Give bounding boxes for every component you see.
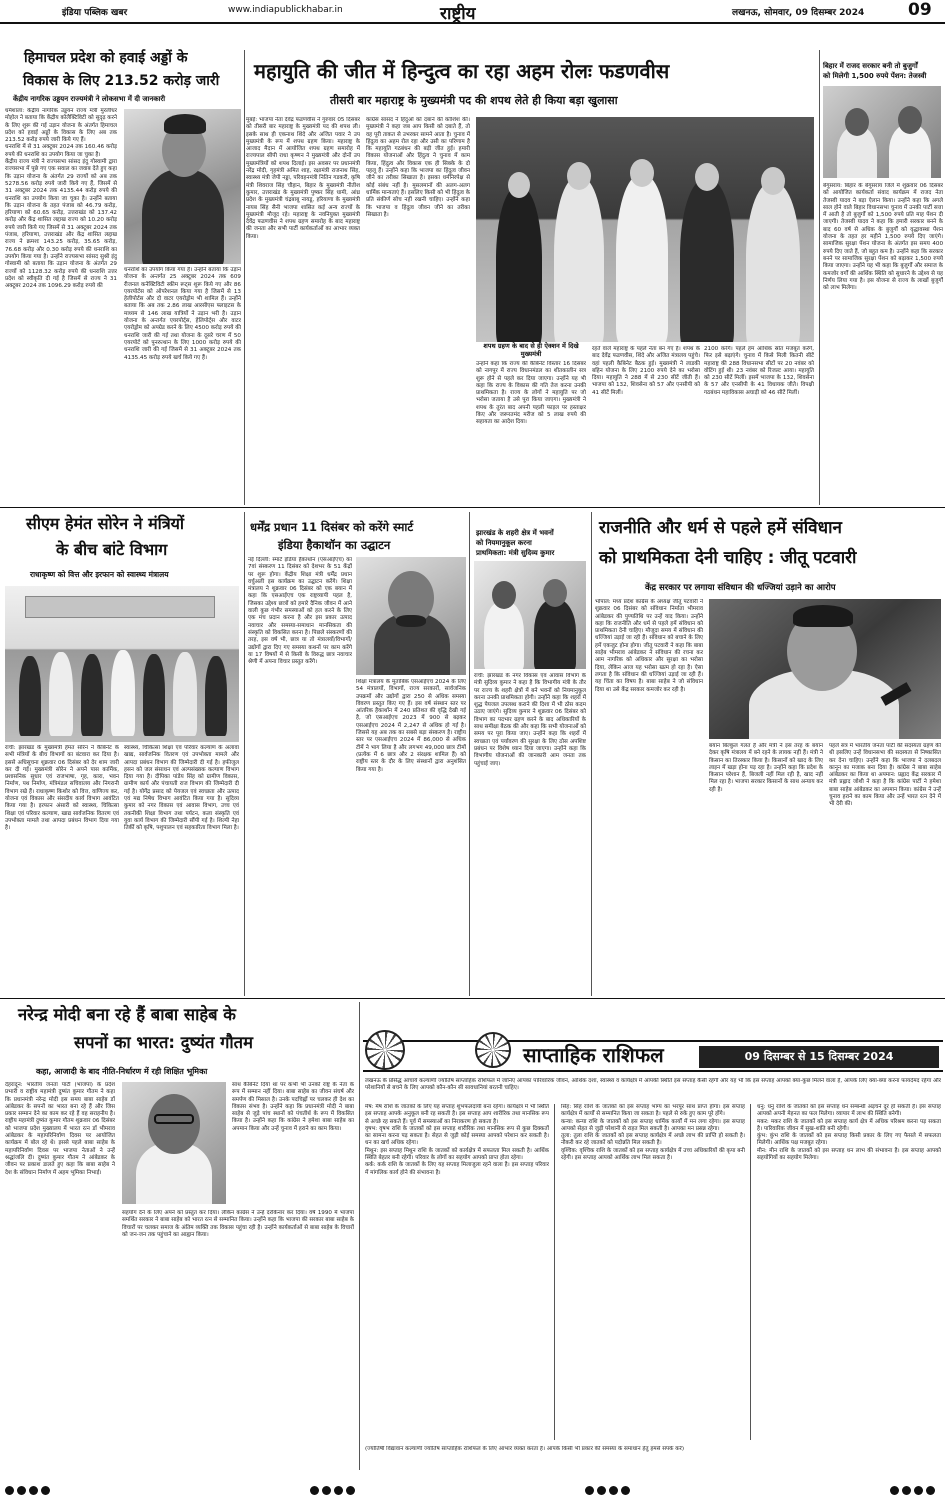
hemant-headline-2: के बीच बांटे विभाग — [56, 540, 168, 559]
bihar-headline-1: बिहार में राजद सरकार बनी तो बुजुर्गों — [823, 62, 918, 70]
rashifal-banner — [363, 1040, 943, 1072]
mahayuti-body-col2: कांग्रेस सांसद ने हिंदुओं को दबाने की कोशिश की। मुख्यमंत्री ने कहा जब आप किसी को दबाते हैं, तो वह पूरी ताकत से उभरकर सामने आता है। चुनाव में हिंदुत्व का अहम रोल रहा और उसी का परिणाम है कि महायुति गठबंधन की बड़ी जीत हुई। हमारी विकास योजनाओं और हिंदुत्व ने चुनाव में काम किया, हिंदुत्व और विकास एक ही सिक्के के दो पहलू हैं। उन्होंने कहा कि भाजपा का हिंदुत्व जीवन जीने का तरीका सिखाता है। इसका धर्मनिरपेक्ष से कोई संबंध नहीं है। मुसलमानों की अलग-अलग धार्मिक मान्यताएं हैं। इसलिए किसी को भी हिंदुत्व के प्रति संकीर्ण सोच नहीं रखनी चाहिए। उन्होंने कहा कि भाजपा व हिंदुत्व जीवन जीने का तरीका सिखाता है। — [366, 117, 470, 218]
mahayuti-headline: महायुति की जीत में हिन्दुत्व का रहा अहम रोलः फडणवीस — [254, 59, 670, 83]
rashifal-footer: (ज्योतिषी विद्यावान कल्याणी ज्योतिष साप्ताहिक राशिफल के लिए आभार व्यक्त करता है। आपके किसी भी प्रकार की समस्या के समाधान हेतु हमसे संपर्क करें) — [365, 1446, 685, 1452]
modi-body-col3: सहयोग देने के लिए अपने को प्रस्तुत कर दिया। लेकिन कांग्रेस ने उन्हें दरकिनार कर दिया। वर्ष 1990 में भाजपा समर्थित सरकार ने बाबा साहेब को भारत रत्न से सम्मानित किया। उन्होंने कहा कि भाजपा की सरकार बाबा साहेब के विचारों पर चलकर समाज के अंतिम व्यक्ति तक विकास पहुंचा रही है। उन्होंने कार्यकर्ताओं से बाबा साहेब के विचारों को जन-जन तक पहुंचाने का आह्वान किया। — [122, 1210, 354, 1238]
section-title: राष्ट्रीय — [440, 4, 476, 24]
mahayuti-body-col5: 2100 करेंगे। पहले हम आर्थिक स्रोत मजबूत करेंगे, फिर इसे बढ़ाएंगे। चुनाव में किसे मिली कितनी सीटें महाराष्ट्र की 288 विधानसभा सीटों पर 20 नवंबर को वोटिंग हुई थी। 23 नवंबर को रिजल्ट आया। महायुति को 230 सीटें मिलीं। इसमें भाजपा के 132, शिवसेना के 57 और एनसीपी के 41 विधायक जीते। विपक्षी गठबंधन महाविकास अघाड़ी को 46 सीटें मिलीं। — [704, 346, 814, 396]
rashifal-intro: लखनऊ के प्रसिद्ध आचार्य कल्याणी ज्योतिष साप्ताहिक राशिफल में जानिए आपका पारिवारिक जीवन, आर्थिक दशा, स्वास्थ्य व कार्यक्षेत्र में आपकी स्थिति इस सप्ताह कैसी रहेगी और यह भी कि इस सप्ताह आपको क्या-कुछ मिलने वाला है, आपके लिए क्या-क्या करना फायदेमंद रहेगा और परेशानियों से बचने के लिए आपको कौन-कौन सी सावधानियां बरतनी चाहिए। — [365, 1078, 941, 1092]
himachal-subhead: केंद्रीय नागरिक उड्डयन राज्यमंत्री ने लोकसभा में दी जानकारी — [13, 95, 166, 103]
dharmendra-headline-2: इंडिया हैकाथॉन का उद्घाटन — [278, 538, 391, 552]
dharmendra-photo — [356, 557, 466, 675]
himachal-body-col1: धर्मशाला: केंद्रीय नागरिक उड्डयन राज्य मंत्री मुरलीधर मोहोल ने बताया कि केंद्रीय कोलैक्टिविटी को सुदृढ़ करने के लिए शुरू की गई उड़ान योजना के अंतर्गत हिमाचल प्रदेश को हवाई अड्डों के विकास के लिए अब तक 213.52 करोड़ रुपये जारी किये गए हैं। धनराशि में से 31 अक्टूबर 2024 तक 160.46 करोड़ रुपये की धनराशि का उपयोग किया जा चुका है। केंद्रीय राज्य मंत्री ने राज्यसभा सांसद इंदु गोस्वामी द्वारा राज्यसभा में पूछे गए एक सवाल का जवाब देते हुए कहा कि उड़ान योजना के अंतर्गत 29 राज्यों को अब तक 5278.56 करोड़ रुपये जारी किये गए हैं, जिसमें से 31 अक्टूबर 2024 तक 4135.44 करोड़ रुपये की धनराशि का उपयोग किया जा चुका है। उन्होंने बताया कि उड़ान योजना के तहत पंजाब को 46.79 करोड़, हरियाणा को 60.65 करोड़, उत्तराखंड को 137.42 करोड़ और केंद्र शासित लद्दाख राज्य को 10.20 करोड़ रुपये जारी किये गए जिसमें से 31 अक्टूबर 2024 तक पंजाब, हरियाणा, उत्तराखंड और केंद्र शासित लद्दाख राज्य ने क्रमशः 143.25 करोड़, 35.65 करोड़, 76.68 करोड़ और 0.30 करोड़ रुपये की धनराशि का उपयोग किया गया है। उन्होंने राज्यसभा सांसद सुश्री इंदु गोस्वामी को बताया कि उड़ान योजना के अंतर्गत 29 राज्यों को 1128.32 करोड़ रुपये की धनराशि उत्तर प्रदेश को स्वीकृति दी गई है जिसमें से राज्य ने 31 अक्टूबर 2024 तक 1096.29 करोड़ रुपये की — [5, 108, 117, 290]
urban-headline-2: को नियमानुकूल करना — [476, 539, 532, 547]
urban-headline-3: प्राथमिकता: मंत्री सुदिव्य कुमार — [476, 549, 555, 557]
patwari-body-col1: भोपाल: मध्य प्रदेश कांग्रेस के अध्यक्ष जीतू पटवारी ने शुक्रवार 06 दिसंबर को संविधान निर्माता भीमराव आंबेडकर की पुण्यतिथि पर उन्हें याद किया। उन्होंने कहा कि राजनीति और धर्म से पहले हमें संविधान को प्राथमिकता देनी चाहिए। मौजूदा समय में संविधान की धज्जियां उड़ाई जा रही हैं। संविधान को बचाने के लिए हमें एकजुट होना होगा। जीतू पटवारी ने कहा कि बाबा साहेब भीमराव आंबेडकर ने संविधान की रचना कर आम नागरिक को अधिकार और सुरक्षा का भरोसा दिया, लेकिन आज यह भरोसा खत्म हो रहा है। ऐसा लगता है कि संविधान की धज्जियां उड़ाई जा रही हैं। यह चिंता का विषय है। बाबा साहेब ने जो संविधान दिया था उसे केंद्र सरकार कमजोर कर रही है। — [595, 599, 703, 693]
patwari-headline-2: को प्राथमिकता देनी चाहिए : जीतू पटवारी — [599, 548, 857, 568]
swearing-in-caption: शपथ ग्रहण के बाद से ही ऐक्शन में दिखे मुख्यमंत्री — [476, 342, 586, 358]
footer-dots-right — [890, 1480, 938, 1499]
patwari-story — [593, 509, 945, 997]
hemant-subhead: राधाकृष्ण को वित्त और इरफान को स्वास्थ्य मंत्रालय — [30, 570, 169, 579]
zodiac-wheel-icon — [365, 1030, 405, 1070]
hemant-body-col1: रांची: झारखंड के मुख्यमंत्री हेमंत सोरेन ने कैबिनेट के सभी मंत्रियों के बीच विभागों का बंटवारा कर दिया है। इससे अधिसूचना शुक्रवार 06 दिसंबर को देर शाम जारी कर दी गई। मुख्यमंत्री सोरेन ने अपने पास कार्मिक, प्रशासनिक सुधार एवं राजभाषा, गृह, कारा, भवन निर्माण, पथ निर्माण, मंत्रिमंडल सचिवालय और निगरानी विभाग रखे हैं। राधाकृष्ण किशोर को वित्त, वाणिज्य कर, योजना एवं विकास और संसदीय कार्य विभाग आवंटित किया गया है। इरफान अंसारी को स्वास्थ्य, चिकित्सा शिक्षा एवं परिवार कल्याण, खाद्य सार्वजनिक वितरण एवं उपभोक्ता मामले तथा आपदा प्रबंधन विभाग दिया गया है। — [5, 745, 119, 832]
modi-body-col2: साथ कैबिनेट दिया था पर कभी भी उनको राष्ट्र के नेता के रूप में सम्मान नहीं दिया। बाबा साहेब का जीवन संघर्ष और समर्पण की मिसाल है। उनके पदचिह्नों पर चलकर ही देश का विकास संभव है। उन्होंने कहा कि प्रधानमंत्री मोदी ने बाबा साहेब से जुड़े पांच स्थानों को पंचतीर्थ के रूप में विकसित किया है। उन्होंने कहा कि कांग्रेस ने हमेशा बाबा साहेब का अपमान किया और उन्हें चुनाव में हराने का काम किया। — [232, 1082, 354, 1132]
hemant-headline-1: सीएम हेमंत सोरेन ने मंत्रियों — [26, 514, 185, 533]
dharmendra-body-col2: शिक्षा मंत्रालय के मुताबिक एसआईएच 2024 के लिए 54 मंत्रालयों, विभागों, राज्य सरकारों, सार्वजनिक उपक्रमों और उद्योगों द्वारा 250 से अधिक समस्या विवरण प्रस्तुत किए गए हैं। इस वर्ष संस्थान स्तर पर आंतरिक हैकाथॉन में 240 प्रतिशत की वृद्धि देखी गई है, जो एसआईएच 2023 में 900 से बढ़कर एसआईएच 2024 में 2,247 से अधिक हो गई है। जिससे यह अब तक का सबसे बड़ा संस्करण है। राष्ट्रीय स्तर पर एसआईएच 2024 में 86,000 से अधिक टीमें ने भाग लिया है और लगभग 49,000 छात्र टीमों (प्रत्येक में 6 छात्र और 2 संरक्षक शामिल हैं) को राष्ट्रीय स्तर के दौर के लिए संस्थानों द्वारा अनुशंसित किया गया है। — [356, 679, 466, 773]
rashifal-col1: मेष: मेष राशि के जातकों के लिए यह सप्ताह शुभफलदायी बना रहेगा। कार्यक्षेत्र में भी स्थिति इस सप्ताह आपके अनुकूल बनी रह सकती है। इस सप्ताह आप शारीरिक तथा मानसिक रूप से अच्छे रह सकते हैं। पूर्व में समस्याओं का निराकरण हो सकता है। वृषभ: वृषभ राशि के जातकों को इस सप्ताह शारीरिक तथा मानसिक रूप से कुछ दिक्कतों का सामना करना पड़ सकता है। सेहत से जुड़ी कोई समस्या आपको परेशान कर सकती है। धन का खर्च अधिक रहेगा। मिथुन: इस सप्ताह मिथुन राशि के जातकों को कार्यक्षेत्र में सफलता मिल सकती है। आर्थिक स्थिति बेहतर बनी रहेगी। परिवार के लोगों का सहयोग आपको प्राप्त होता रहेगा। कर्क: कर्क राशि के जातकों के लिए यह सप्ताह मिलाजुला रहने वाला है। इस सप्ताह परिवार में मांगलिक कार्य होने की संभावना है। — [365, 1104, 549, 1176]
himachal-body-col2: धनराशि का उपयोग किया गया है। उन्होंने बताया कि उड़ान योजना के अन्तर्गत 25 अक्टूबर 2024 तक 609 रीजनल कनेक्टिविटी स्कीम रूट्स शुरू किये गए और 86 एयरपोर्टस को ऑपरेशनल किया गया है जिसमें से 13 हेलीपोर्टस और दो वाटर एयरोड्रोम भी शामिल हैं। उन्होंने बताया कि अब तक 2.86 लाख आरसीएस फ्लाइटस के माध्यम से 146 लाख यात्रियों ने उड़ान भरी है। उड़ान योजना के अन्तर्गत एयरपोर्ट्स, हेलिपोर्ट्स और वाटर एयरोड्रोम को अपग्रेड करने के लिए 4500 करोड़ रुपये की धनराशि जारी की गई तथा योजना के दूसरे चरण में 50 एयरपोर्ट को पुनरुत्थान के लिए 1000 करोड़ रुपये की धनराशि जारी की गई जिसमें से 31 अक्टूबर 2024 तक 4135.45 करोड़ रुपये खर्च किये गए हैं। — [124, 267, 241, 361]
himachal-story — [0, 26, 244, 506]
zodiac-wheel-icon-2 — [475, 1032, 511, 1068]
modi-dream-story — [0, 1000, 358, 1470]
bihar-story — [821, 26, 945, 506]
footer-dots-center-left — [310, 1480, 358, 1499]
swearing-in-photo — [476, 117, 814, 342]
rashifal-col3: धनु: धनु राशि के जातकों को इस सप्ताह धन सम्बन्धी अड़चनें दूर हो सकती हैं। इस सप्ताह आपको अपनी मेहनत का फल मिलेगा। व्यापार में लाभ की स्थिति बनेगी। मकर: मकर राशि के जातकों को इस सप्ताह कार्य क्षेत्र में अधिक परिश्रम करना पड़ सकता है। पारिवारिक जीवन में सुख-शांति बनी रहेगी। कुंभ: कुंभ राशि के जातकों को इस सप्ताह किसी प्रकार के लिए गए फैसले में सफलता मिलेगी। आर्थिक पक्ष मजबूत रहेगा। मीन: मीन राशि के जातकों को इस सप्ताह धन लाभ की संभावना है। इस सप्ताह आपको सहयोगियों का सहयोग मिलेगा। — [757, 1104, 941, 1162]
website-link[interactable]: www.indiapublickhabar.in — [228, 5, 343, 15]
dateline: लखनऊ, सोमवार, 09 दिसम्बर 2024 — [732, 8, 865, 18]
hemant-body-col2: स्वास्थ्य, चिकित्सा शिक्षा एवं परिवार कल्याण के अलावा खाद्य, सार्वजनिक वितरण एवं उपभोक्ता मामले और आपदा प्रबंधन विभाग की जिम्मेदारी दी गई है। हफीजुल हसन को जल संसाधन एवं अल्पसंख्यक कल्याण विभाग दिया गया है। दीपिका पांडेय सिंह को ग्रामीण विकास, ग्रामीण कार्य और पंचायती राज विभाग की जिम्मेदारी दी गई है। योगेंद्र प्रसाद को पेयजल एवं स्वच्छता और उत्पाद एवं मद्य निषेध विभाग आवंटित किया गया है। सुदिव्य कुमार को नगर विकास एवं आवास विभाग, उच्च एवं तकनीकी शिक्षा विभाग तथा पर्यटन, कला संस्कृति एवं युवा कार्य विभाग की जिम्मेदारी सौंपी गई है। शिल्पी नेहा तिर्की को कृषि, पशुपालन एवं सहकारिता विभाग मिला है। — [124, 745, 239, 832]
patwari-body-col2: बयान बिल्कुल गलत है और मंत्री ने इस तरह के बयान देकर कृषि मंत्रालय में बने रहने के लायक नहीं हैं। मंत्री ने किसान का तिरस्कार किया है। किसानों को खाद के लिए लाइन में खड़ा होना पड़ रहा है। उन्होंने कहा कि प्रदेश के किसान परेशान हैं, बिजली नहीं मिल रही है, खाद नहीं मिल रहा है। भाजपा सरकार किसानों के साथ अन्याय कर रही है। — [709, 743, 823, 793]
page-number: 09 — [908, 0, 932, 20]
patwari-body-col3: पहले सत्र में भारतीय जनता पार्टी की सदस्यता ग्रहण की थी इसलिए उन्हें विधानसभा की सदस्यता से निष्कासित कर देना चाहिए। उन्होंने कहा कि भाजपा ने दलबदल कानून का मजाक बना दिया है। कांग्रेस ने बाबा साहेब आंबेडकर का किया था अपमान: प्रह्लाद केंद्र सरकार में मंत्री प्रह्लाद जोशी ने कहा है कि कांग्रेस पार्टी ने हमेशा बाबा साहेब आंबेडकर का अपमान किया। कांग्रेस ने उन्हें चुनाव हराने का काम किया और उन्हें भारत रत्न देने में भी देरी की। — [829, 743, 941, 808]
mahayuti-subhead: तीसरी बार महाराष्ट्र के मुख्यमंत्री पद की शपथ लेते ही किया बड़ा खुलासा — [330, 94, 618, 107]
modi-headline-1: नरेन्द्र मोदी बना रहे हैं बाबा साहेब के — [18, 1005, 236, 1024]
masthead-rule — [0, 22, 945, 24]
dharmendra-body-col1: नई दिल्ली: स्मार्ट इंडिया हैकाथॉन (एसआईएच) का 7वां संस्करण 11 दिसंबर को देशभर के 51 केंद्रों पर शुरू होगा। केंद्रीय शिक्षा मंत्री धर्मेंद्र प्रधान वर्चुअली इस कार्यक्रम का उद्घाटन करेंगे। शिक्षा मंत्रालय ने शुक्रवार 06 दिसंबर को एक बयान में कहा कि एसआईएच एक राष्ट्रव्यापी पहल है, जिसका उद्देश्य छात्रों को हमारे दैनिक जीवन में आने वाली कुछ गंभीर समस्याओं को हल करने के लिए एक मंच प्रदान करना है और इस प्रकार उत्पाद नवाचार और समस्या-समाधान मानसिकता की संस्कृति को विकसित करना है। पिछले संस्करणों की तरह, इस वर्ष भी, छात्र या तो मंत्रालयों/विभागों/उद्योगों द्वारा दिए गए समस्या कथनों पर काम करेंगे या 17 विषयों में से किसी के विरुद्ध छात्र नवाचार श्रेणी में अपना विचार प्रस्तुत करेंगे। — [248, 557, 352, 666]
urban-body: रांची: झारखंड के नगर विकास एवं आवास विभाग के मंत्री सुदिव्य कुमार ने कहा है कि विभागीय मंत्री के तौर पर राज्य के शहरी क्षेत्रों में बने भवनों को नियमानुकूल करना उनकी प्राथमिकता होगी। उन्होंने कहा कि शहरों में शुद्ध पेयजल उपलब्ध कराने की दिशा में भी ठोस कदम उठाए जाएंगे। सुदिव्य कुमार ने शुक्रवार 06 दिसंबर को विभाग का पदभार ग्रहण करने के बाद अधिकारियों के साथ समीक्षा बैठक की और कहा कि सभी योजनाओं को समय पर पूरा किया जाए। उन्होंने कहा कि शहरों में स्वच्छता एवं पर्यावरण की सुरक्षा के लिए ठोस अपशिष्ट प्रबंधन पर विशेष ध्यान दिया जाएगा। उन्होंने कहा कि विभागीय योजनाओं की जानकारी आम जनता तक पहुंचाई जाए। — [474, 673, 586, 767]
mahayuti-body-col4: रहते वाले महाराष्ट्र के पहले नेता बन गए हैं। शपथ के बाद देवेंद्र फडणवीस, शिंदे और अजित मंत्रालय पहुंचे। वहां पहली कैबिनेट बैठक हुई। मुख्यमंत्री ने लाडकी बहिन योजना के लिए 2100 रुपये देने का भरोसा दिया। महायुति ने 288 में से 230 सीटें जीती हैं। भाजपा को 132, शिवसेना को 57 और एनसीपी को 41 सीटें मिलीं। — [592, 346, 700, 396]
jitu-patwari-photo — [709, 599, 941, 739]
rashifal-section — [361, 1000, 945, 1470]
hemant-story — [0, 509, 244, 997]
tejashwi-photo — [823, 86, 941, 178]
dharmendra-headline-1: धर्मेंद्र प्रधान 11 दिसंबर को करेंगे स्मार्ट — [250, 520, 414, 534]
jharkhand-cabinet-photo — [5, 586, 239, 742]
footer-dots-center-right — [585, 1480, 633, 1499]
jharkhand-urban-story — [470, 509, 590, 997]
bihar-headline-2: को मिलेगी 1,500 रुपये पेंशन: तेजस्वी — [823, 72, 927, 80]
mahayuti-body-col3: उन्होंने कहा कि राज्य की कैबिनेट विस्तार 16 दिसंबर को नागपुर में राज्य विधानमंडल का शीतकालीन सत्र शुरू होने से पहले कर दिया जाएगा। उन्होंने यह भी कहा कि राज्य के विकास की गति तेज करना उनकी प्राथमिकता है। राज्य के लोगों ने महायुति पर जो भरोसा जताया है उसे पूरा किया जाएगा। मुख्यमंत्री ने शपथ के तुरंत बाद अपनी पहली फाइल पर हस्ताक्षर किए और जरूरतमंद मरीज को 5 लाख रुपये की सहायता का आदेश दिया। — [476, 361, 586, 426]
bihar-body: बेगूसराय: बिहार के बेगूसराय जिले में शुक्रवार 06 दिसंबर को आयोजित कार्यकर्ता संवाद कार्यक्रम में राजद नेता तेजस्वी यादव ने बड़ा ऐलान किया। उन्होंने कहा कि अगले साल होने वाले बिहार विधानसभा चुनाव में उनकी पार्टी सत्ता में आती है तो बुजुर्गों को 1,500 रुपये प्रति माह पेंशन दी जाएगी। तेजस्वी यादव ने कहा कि हमारी सरकार बनने के बाद 60 वर्ष से अधिक के बुजुर्गों को वृद्धावस्था पेंशन योजना के तहत हर महीने 1,500 रुपये दिए जाएंगे। सामाजिक सुरक्षा पेंशन योजना के अंतर्गत इस समय 400 रुपये दिए जाते हैं, जो बहुत कम है। उन्होंने कहा कि सरकार बनने पर सामाजिक सुरक्षा पेंशन को बढ़ाकर 1,500 रुपये किया जाएगा। उन्होंने यह भी कहा कि बुजुर्गों और समाज के कमजोर वर्गों की आर्थिक स्थिति को सुधारने के उद्देश्य से यह निर्णय लिया गया है। इस योजना से राज्य के लाखों बुजुर्गों को लाभ मिलेगा। — [823, 183, 943, 292]
patwari-subhead: केंद्र सरकार पर लगाया संविधान की धज्जियां उड़ाने का आरोप — [645, 583, 836, 593]
rashifal-col2: सिंह: सिंह राशि के जातकों को इस सप्ताह भाग्य का भरपूर साथ प्राप्त होगा। इस सप्ताह कार्यक्षेत्र में कार्यों से सम्मानित किया जा सकता है। पहले से रुके हुए काम पूरे होंगे। कन्या: कन्या राशि के जातकों को इस सप्ताह धार्मिक कार्यों में मन लगा रहेगा। इस सप्ताह आपको सेहत से जुड़ी परेशानी से राहत मिल सकती है। आपका मन प्रसन्न रहेगा। तुला: तुला राशि के जातकों को इस सप्ताह कार्यक्षेत्र में अच्छे लाभ की प्राप्ति हो सकती है। नौकरी कर रहे जातकों को पदोन्नति मिल सकती है। वृश्चिक: वृश्चिक राशि के जातकों को इस सप्ताह कार्यक्षेत्र में उच्च अधिकारियों की कृपा बनी रहेगी। इस सप्ताह आपको आर्थिक लाभ मिल सकता है। — [561, 1104, 745, 1162]
himachal-headline-1: हिमाचल प्रदेश को हवाई अड्डों के — [24, 50, 188, 66]
himachal-headline-2: विकास के लिए 213.52 करोड़ जारी — [23, 73, 220, 89]
modi-body-col1: देहरादून: भारतीय जनता पार्टी (भाजपा) के प्रदेश प्रभारी व राष्ट्रीय महामंत्री दुष्यंत कुमार गौतम ने कहा कि प्रधानमंत्री नरेन्द्र मोदी इस समय बाबा साहेब डॉ आंबेडकर के सपनों का भारत बना रहे हैं और जिस प्रकार सम्मान देने का काम कर रहे हैं वह सराहनीय है। राष्ट्रीय महामंत्री दुष्यंत कुमार गौतम शुक्रवार 06 दिसंबर को भाजपा प्रदेश मुख्यालय में भारत रत्न डॉ भीमराव आंबेडकर के महापरिनिर्वाण दिवस पर आयोजित कार्यक्रम में बोल रहे थे। इससे पहले बाबा साहेब के महापरिनिर्वाण दिवस पर भाजपा नेताओं ने उन्हें श्रद्धांजलि दी। दुष्यंत कुमार गौतम ने आंबेडकर के जीवन पर प्रकाश डालते हुए कहा कि बाबा साहेब ने देश के संविधान निर्माण में अहम भूमिका निभाई। — [5, 1082, 115, 1176]
modi-subhead: कहा, आजादी के बाद नीति-निर्धारण में रही शिक्षित भूमिका — [36, 1067, 208, 1076]
sudivya-kumar-photo — [474, 561, 586, 669]
footer-dots-left — [5, 1480, 53, 1499]
dushyant-gautam-photo — [122, 1082, 226, 1204]
mahayuti-story — [246, 26, 818, 506]
rashifal-title: साप्ताहिक राशिफल — [523, 1043, 664, 1067]
dharmendra-story — [246, 509, 468, 997]
himachal-minister-photo — [124, 109, 241, 264]
modi-headline-2: सपनों का भारत: दुष्यंत गौतम — [74, 1033, 253, 1052]
brand-name: इंडिया पब्लिक खबर — [62, 8, 128, 18]
urban-headline-1: झारखंड के शहरी क्षेत्र में भवनों — [476, 529, 554, 537]
rashifal-date-badge: 09 दिसम्बर से 15 दिसम्बर 2024 — [699, 1046, 939, 1068]
patwari-headline-1: राजनीति और धर्म से पहले हमें संविधान — [599, 518, 842, 538]
mahayuti-body-col1: मुंबई: भाजपा नेता देवेंद्र फडणवीस ने गुरुवार 05 दिसंबर को तीसरी बार महाराष्ट्र के मुख्यमंत्री पद की शपथ ली। इसके साथ ही एकनाथ शिंदे और अजित पवार ने उप मुख्यमंत्री के रूप में शपथ ग्रहण किया। महाराष्ट्र के आजाद मैदान में आयोजित शपथ ग्रहण समारोह में राज्यपाल सीपी राधा कृष्णन ने मुख्यमंत्री और दोनों उप मुख्यमंत्रियों को शपथ दिलाई। इस अवसर पर प्रधानमंत्री नरेंद्र मोदी, गृहमंत्री अमित शाह, रक्षामंत्री राजनाथ सिंह, स्वास्थ्य मंत्री जेपी नड्डा, परिवहनमंत्री नितिन गडकरी, कृषि मंत्री शिवराज सिंह चौहान, बिहार के मुख्यमंत्री नीतीश कुमार, उत्तराखंड के मुख्यमंत्री पुष्कर सिंह धामी, आंध्र प्रदेश के मुख्यमंत्री चंद्रबाबू नायडू, हरियाणा के मुख्यमंत्री नायब सिंह सैनी भाजपा शासित कई अन्य राज्यों के मुख्यमंत्री मौजूद रहे। महाराष्ट्र के नवनियुक्त मुख्यमंत्री देवेंद्र फडणवीस ने शपथ ग्रहण समारोह के बाद महाराष्ट्र की जनता और सभी पार्टी कार्यकर्ताओं का आभार व्यक्त किया। — [246, 117, 360, 240]
